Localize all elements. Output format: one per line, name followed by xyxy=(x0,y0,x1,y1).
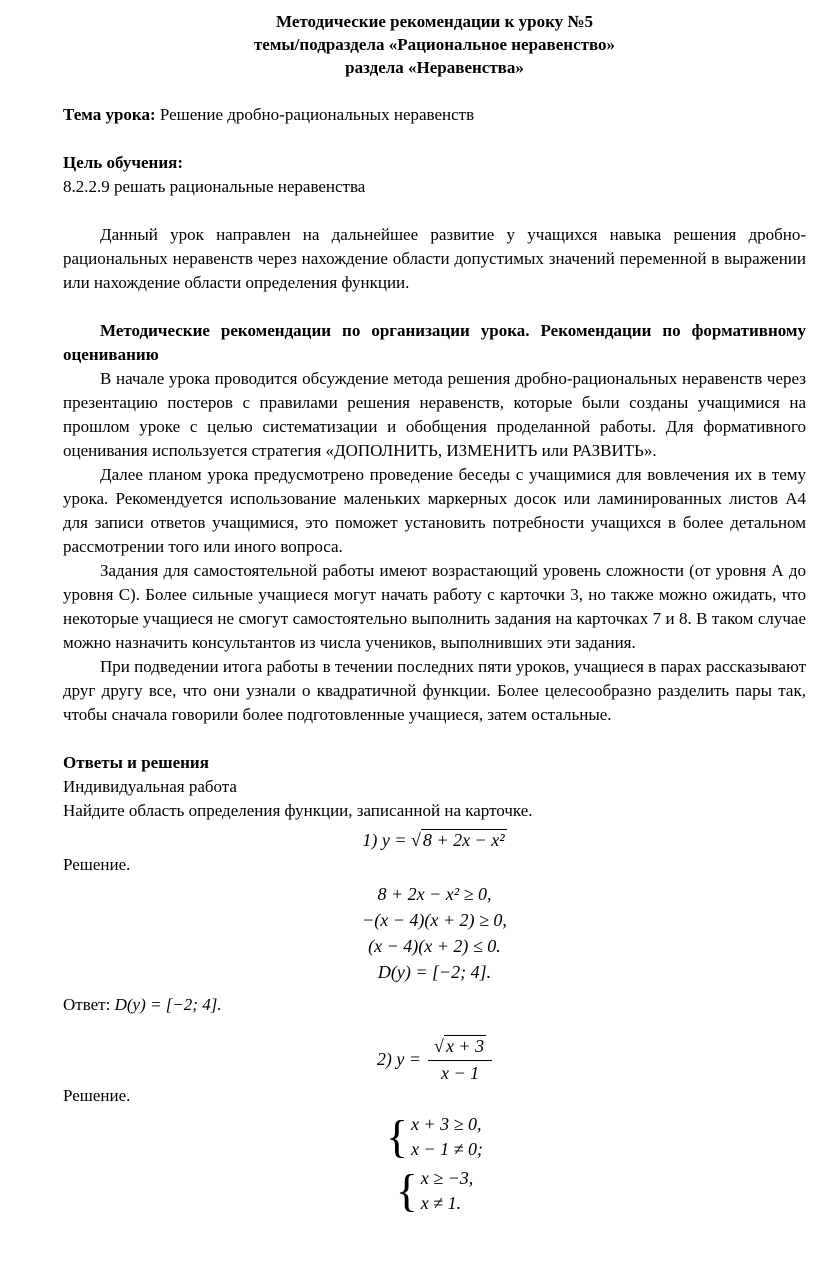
brace-left: { xyxy=(395,1165,418,1216)
solution-step: 8 + 2x − x² ≥ 0, xyxy=(377,884,492,904)
solution-step: (x − 4)(x + 2) ≤ 0. xyxy=(368,936,501,956)
paragraph-3: Задания для самостоятельной работы имеют возрастающий уровень сложности (от уровня А до уровня С). Более сильные учащиеся могут начать работу с карточки 3, но также можно ожидать, что некоторые учащиеся не смогут самостоятельно выполнить задания на карточках 7 и 8. В таком случае можно назначить консультантов из числа учеников, выполнивших эти задания. xyxy=(63,561,806,652)
system-1 xyxy=(63,1112,806,1162)
task-description: Найдите область определения функции, записанной на карточке. xyxy=(63,801,533,820)
radical-sign: √ xyxy=(434,1036,444,1056)
paragraph-2: Далее планом урока предусмотрено проведение беседы с учащимися для вовлечения их в тему урока. Рекомендуется использование маленьких маркерных досок или ламинированных листов А4 для записи ответов учащимися, это поможет установить потребности учащихся в более детальном рассмотрении того или иного вопроса. xyxy=(63,465,806,556)
system-line: x ≠ 1. xyxy=(420,1193,462,1213)
equation-2-prefix: 2) y = xyxy=(376,1049,422,1069)
radicand: x + 3 xyxy=(445,1036,485,1056)
fraction-denominator: x − 1 xyxy=(440,1063,480,1083)
answer-label: Ответ: xyxy=(63,995,111,1014)
solution-step: −(x − 4)(x + 2) ≥ 0, xyxy=(362,910,507,930)
lesson-goal-text: 8.2.2.9 решать рациональные неравенства xyxy=(63,177,366,196)
title-line-2: темы/подраздела «Рациональное неравенство» xyxy=(253,35,616,54)
system-2-lines xyxy=(421,1166,474,1216)
system-1-lines xyxy=(411,1112,483,1162)
square-root-expression xyxy=(411,829,507,850)
system-line: x ≥ −3, xyxy=(420,1168,474,1188)
answers-heading: Ответы и решения xyxy=(63,753,209,772)
lesson-topic xyxy=(63,103,806,127)
solution-step: D(y) = [−2; 4]. xyxy=(377,962,492,982)
brace-left: { xyxy=(385,1111,409,1162)
fraction-numerator xyxy=(428,1035,492,1061)
lesson-topic-text: Решение дробно-рациональных неравенств xyxy=(159,105,475,124)
lesson-goal xyxy=(63,151,806,199)
lesson-topic-label: Тема урока: xyxy=(63,105,156,124)
solution-label-1: Решение. xyxy=(63,855,131,874)
system-line: x + 3 ≥ 0, xyxy=(411,1114,482,1134)
solution-steps-1 xyxy=(63,881,806,985)
solution-label-2: Решение. xyxy=(63,1086,131,1105)
equation-1 xyxy=(63,827,806,853)
paragraph-1: В начале урока проводится обсуждение метода решения дробно-рациональных неравенств через презентацию постеров с правилами решения неравенств, которые были созданы учащимися на прошлом уроке с целью систематизации и обобщения проделанной работы. Для формативного оценивания используется стратегия «ДОПОЛНИТЬ, ИЗМЕНИТЬ или РАЗВИТЬ». xyxy=(63,369,806,460)
radical-sign: √ xyxy=(411,830,421,850)
system-2 xyxy=(63,1166,806,1216)
system-line: x − 1 ≠ 0; xyxy=(411,1139,484,1159)
title-line-1: Методические рекомендации к уроку №5 xyxy=(276,12,593,31)
paragraph-intro: Данный урок направлен на дальнейшее развитие у учащихся навыка решения дробно-рациональных неравенств через нахождение области допустимых значений переменной в выражении или нахождение области определения функции. xyxy=(63,225,806,292)
equation-1-prefix: 1) y = xyxy=(362,830,407,850)
answer-line-1 xyxy=(63,993,806,1017)
paragraph-4: При подведении итога работы в течении последних пяти уроков, учащиеся в парах рассказывают друг другу все, что они узнали о квадратичной функции. Более целесообразно разделить пары так, чтобы сначала говорили более подготовленные учащиеся, затем остальные. xyxy=(63,657,806,724)
title-line-3: раздела «Неравенства» xyxy=(345,58,524,77)
answers-subheading: Индивидуальная работа xyxy=(63,777,237,796)
section-heading-method: Методические рекомендации по организации урока. Рекомендации по формативному оцениванию xyxy=(63,321,806,364)
equation-2 xyxy=(63,1035,806,1084)
fraction xyxy=(428,1035,492,1084)
answer-value: D(y) = [−2; 4]. xyxy=(114,995,222,1014)
radicand: 8 + 2x − x² xyxy=(422,830,505,850)
lesson-goal-label: Цель обучения: xyxy=(63,153,183,172)
document-title xyxy=(63,10,806,79)
